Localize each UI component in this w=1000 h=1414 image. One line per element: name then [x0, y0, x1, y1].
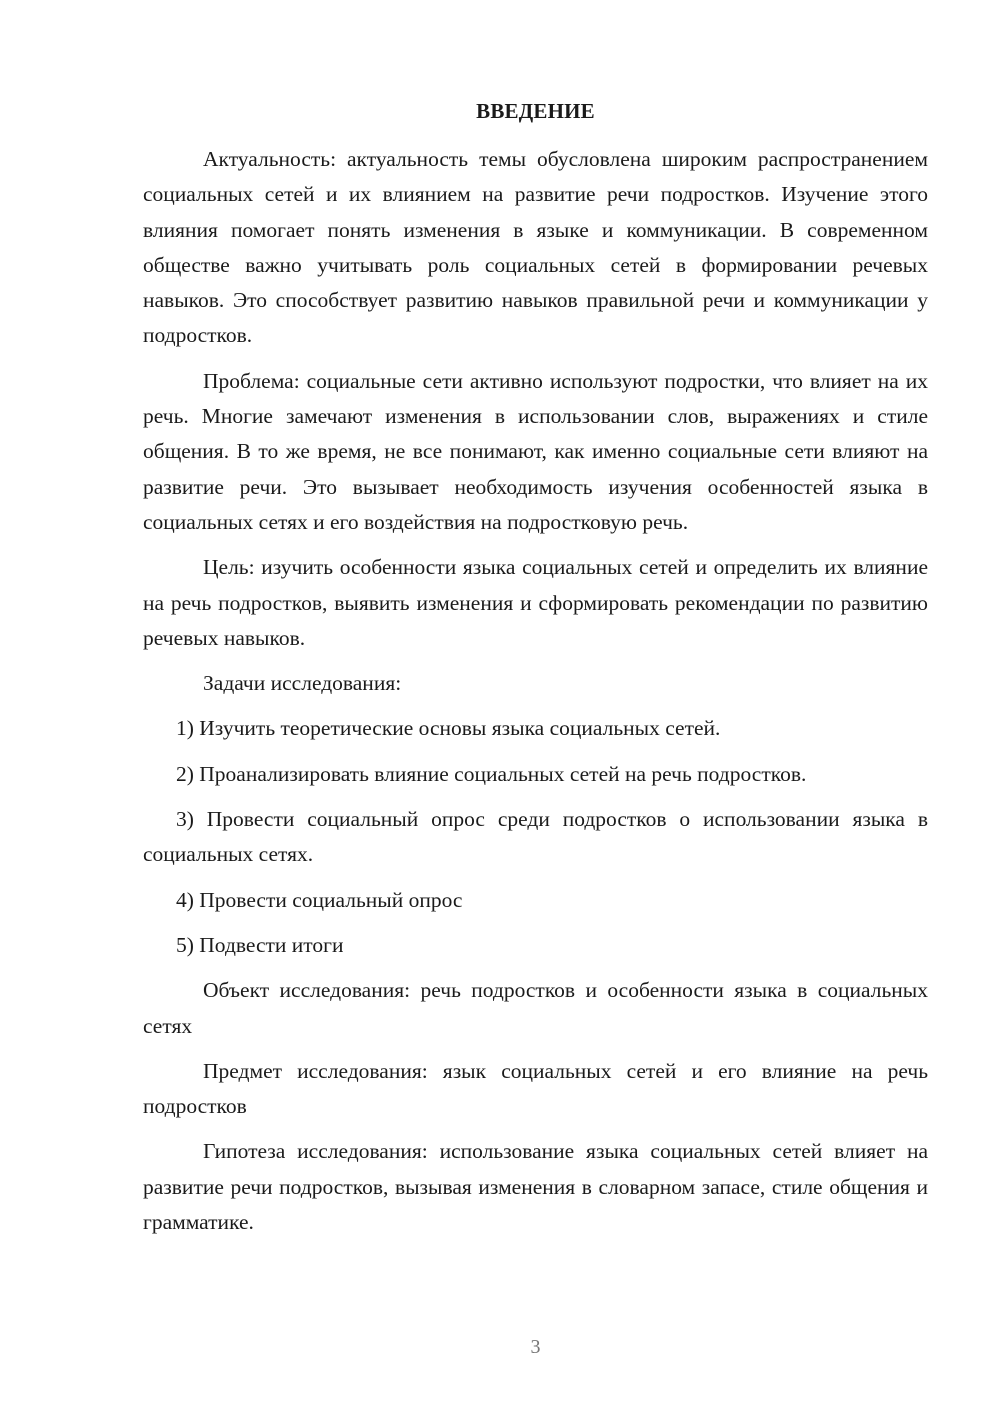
problem-paragraph: Проблема: социальные сети активно используют подростки, что влияет на их речь. Многие замечают изменения в использовании слов, выражениях и стиле общения. В то же время, не все понимают, как именно социальные сети влияют на развитие речи. Это вызывает необходимость изучения особенностей языка в социальных сетях и его воздействия на подростковую речь.: [143, 368, 928, 534]
hypothesis-paragraph: Гипотеза исследования: использование языка социальных сетей влияет на развитие речи подростков, вызывая изменения в словарном запасе, стиле общения и грамматике.: [143, 1139, 928, 1235]
tasks-title: Задачи исследования:: [203, 671, 402, 696]
object-paragraph: Объект исследования: речь подростков и особенности языка в социальных сетях: [143, 978, 928, 1038]
document-body: [143, 142, 928, 1250]
task-item-4: 4) Провести социальный опрос: [176, 887, 463, 912]
goal-paragraph: Цель: изучить особенности языка социальных сетей и определить их влияние на речь подростков, выявить изменения и сформировать рекомендации по развитию речевых навыков.: [143, 555, 928, 650]
task-item-1: 1) Изучить теоретические основы языка социальных сетей.: [176, 716, 721, 741]
task-item-5: 5) Подвести итоги: [176, 932, 344, 957]
task-item-3: 3) Провести социальный опрос среди подростков о использовании языка в социальных сетях.: [143, 807, 928, 867]
subject-paragraph: Предмет исследования: язык социальных сетей и его влияние на речь подростков: [143, 1058, 928, 1119]
task-item-2: 2) Проанализировать влияние социальных сетей на речь подростков.: [176, 761, 807, 786]
page-number: 3: [530, 1336, 541, 1358]
section-heading: ВВЕДЕНИЕ: [476, 99, 595, 123]
relevance-paragraph: Актуальность: актуальность темы обусловлена широким распространением социальных сетей и их влиянием на развитие речи подростков. Изучение этого влияния помогает понять изменения в языке и коммуникации. В современном обществе важно учитывать роль социальных сетей в формировании речевых навыков. Это способствует развитию навыков правильной речи и коммуникации у подростков.: [143, 147, 928, 348]
document-page: [143, 0, 928, 1414]
